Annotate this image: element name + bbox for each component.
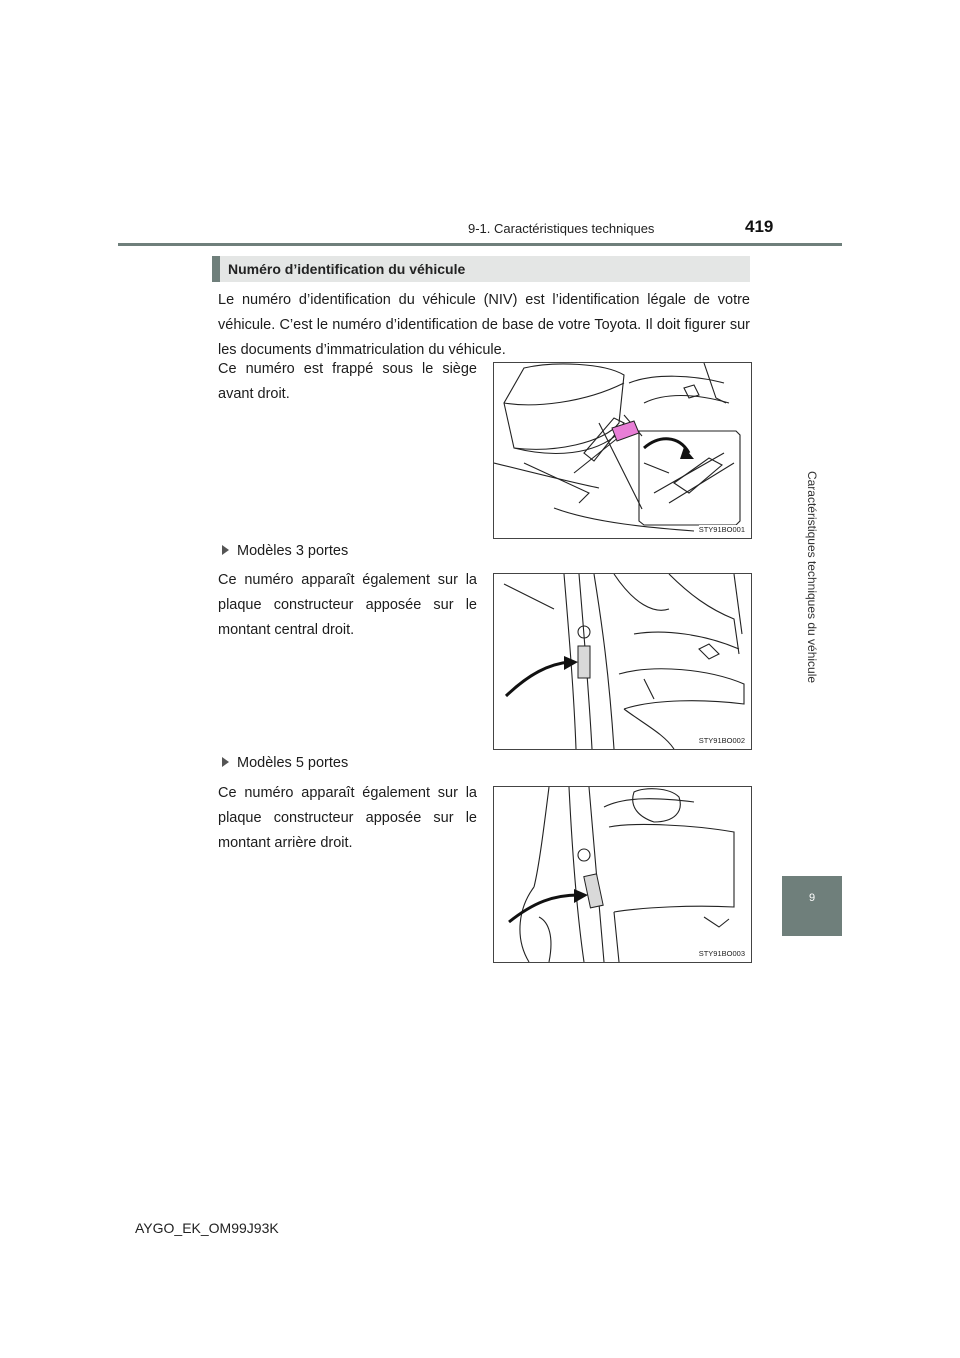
section-heading-text: Numéro d’identification du véhicule <box>228 261 466 277</box>
figure-center-pillar <box>493 573 752 750</box>
chapter-tab <box>782 876 842 936</box>
location-paragraph: Ce numéro est frappé sous le siège avant droit. <box>218 361 477 402</box>
figure-code: STY91BO002 <box>698 736 745 745</box>
side-tab-label: Caractéristiques techniques du véhicule <box>805 470 819 684</box>
figure-code: STY91BO003 <box>698 949 745 958</box>
bullet-3-doors <box>222 543 348 559</box>
center-pillar-illustration <box>494 574 751 749</box>
chapter-number: 9 <box>808 892 816 904</box>
seat-illustration <box>494 363 751 538</box>
bullet-5-doors-text: Ce numéro apparaît également sur la plaque constructeur apposée sur le montant arrière droit. <box>218 785 477 851</box>
intro-paragraph: Le numéro d’identification du véhicule (NIV) est l’identification légale de votre véhicule. C’est le numéro d’identification de base de votre Toyota. Il doit figurer sur les documents d’immatriculation du véhicule. <box>218 292 750 358</box>
header-rule <box>118 243 842 246</box>
figure-code: STY91BO001 <box>698 525 745 534</box>
section-heading <box>212 256 750 282</box>
bullet-3-doors-text: Ce numéro apparaît également sur la plaque constructeur apposée sur le montant central droit. <box>218 572 477 638</box>
arrow-icon <box>509 895 579 922</box>
bullet-label: Modèles 5 portes <box>237 755 349 771</box>
arrow-icon <box>644 439 689 453</box>
manufacturer-plate <box>584 874 603 908</box>
figure-rear-pillar <box>493 786 752 963</box>
vin-highlight <box>612 421 639 441</box>
section-heading-bar <box>212 256 220 282</box>
bullet-triangle-icon <box>222 545 229 555</box>
arrowhead-icon <box>574 889 588 903</box>
arrow-icon <box>506 662 569 696</box>
bullet-5-doors <box>222 755 348 771</box>
page-number: 419 <box>745 217 774 236</box>
footer-doc-code: AYGO_EK_OM99J93K <box>135 1220 279 1236</box>
figure-under-seat <box>493 362 752 539</box>
manufacturer-plate <box>578 646 590 678</box>
side-tab <box>782 278 842 876</box>
running-header-section: 9-1. Caractéristiques techniques <box>468 221 655 236</box>
bullet-label: Modèles 3 portes <box>237 543 349 559</box>
rear-pillar-illustration <box>494 787 751 962</box>
bullet-triangle-icon <box>222 757 229 767</box>
